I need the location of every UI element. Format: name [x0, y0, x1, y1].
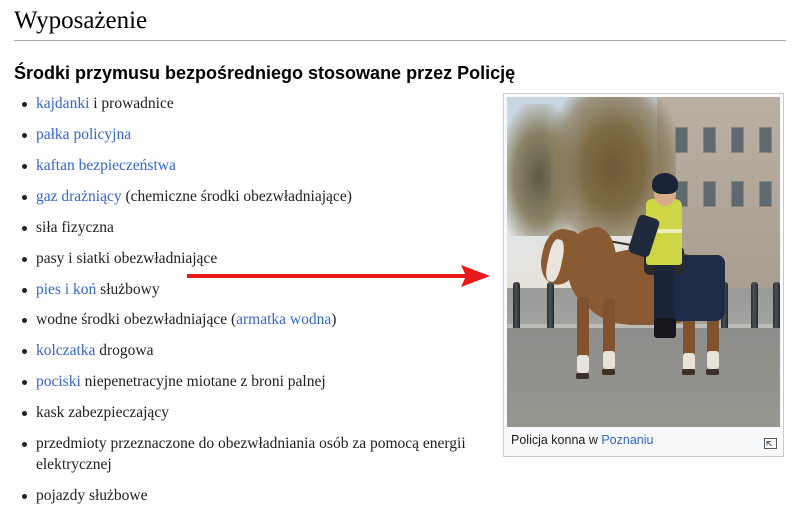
- list-item: [14, 310, 494, 331]
- caption-text: Policja konna w: [511, 433, 602, 447]
- image-thumbnail[interactable]: [503, 93, 784, 457]
- list-item-text: pasy i siatki obezwładniające: [36, 249, 218, 267]
- photo-rider-boot: [654, 318, 676, 338]
- list-item: [14, 486, 494, 507]
- mounted-police-photo[interactable]: [507, 97, 780, 427]
- page-title: Wyposażenie: [14, 6, 786, 41]
- list-item-text: ): [331, 311, 337, 329]
- list-item-link[interactable]: kajdanki: [36, 95, 90, 112]
- list-item: [14, 341, 494, 362]
- list-item-link[interactable]: kolczatka: [36, 342, 96, 360]
- list-item-link[interactable]: pociski: [36, 373, 81, 391]
- list-item: [14, 403, 494, 424]
- magnify-icon[interactable]: [764, 438, 777, 449]
- list-item-text: (chemiczne środki obezwładniające): [121, 187, 352, 205]
- list-item: [14, 434, 494, 476]
- list-item: [14, 218, 494, 239]
- list-item-text: przedmioty przeznaczone do obezwładniania osób za pomocą energii elektrycznej: [36, 435, 466, 474]
- photo-pavement: [507, 328, 780, 427]
- list-item-text: wodne środki obezwładniające (: [36, 311, 237, 329]
- list-item: [14, 372, 494, 393]
- list-item-text: kask zabezpieczający: [36, 404, 169, 422]
- article-content: [0, 6, 800, 504]
- thumbnail-caption: [507, 427, 780, 453]
- list-item: [14, 249, 494, 270]
- list-item-link[interactable]: armatka wodna: [236, 311, 332, 329]
- list-item-link[interactable]: gaz drażniący: [36, 187, 122, 205]
- list-item: [14, 280, 494, 301]
- list-item-text: i prowadnice: [89, 95, 174, 112]
- equipment-list: [14, 94, 494, 507]
- photo-rider-helmet: [652, 173, 678, 194]
- list-item-link[interactable]: pies i koń: [36, 280, 97, 298]
- section-heading: Środki przymusu bezpośredniego stosowane przez Policję: [14, 63, 516, 83]
- list-item-text: pojazdy służbowe: [36, 486, 148, 504]
- list-item: [14, 94, 494, 115]
- list-item-text: służbowy: [96, 280, 160, 298]
- list-item-text: drogowa: [95, 342, 154, 360]
- list-item: [14, 187, 494, 208]
- list-item-text: siła fizyczna: [36, 218, 114, 236]
- list-item-link[interactable]: kaftan bezpieczeństwa: [36, 156, 176, 174]
- list-item: [14, 156, 494, 177]
- list-item: [14, 125, 494, 146]
- caption-link-poznaniu[interactable]: Poznaniu: [601, 433, 654, 447]
- list-item-text: niepenetracyjne miotane z broni palnej: [80, 373, 326, 391]
- list-item-link[interactable]: pałka policyjna: [36, 125, 132, 143]
